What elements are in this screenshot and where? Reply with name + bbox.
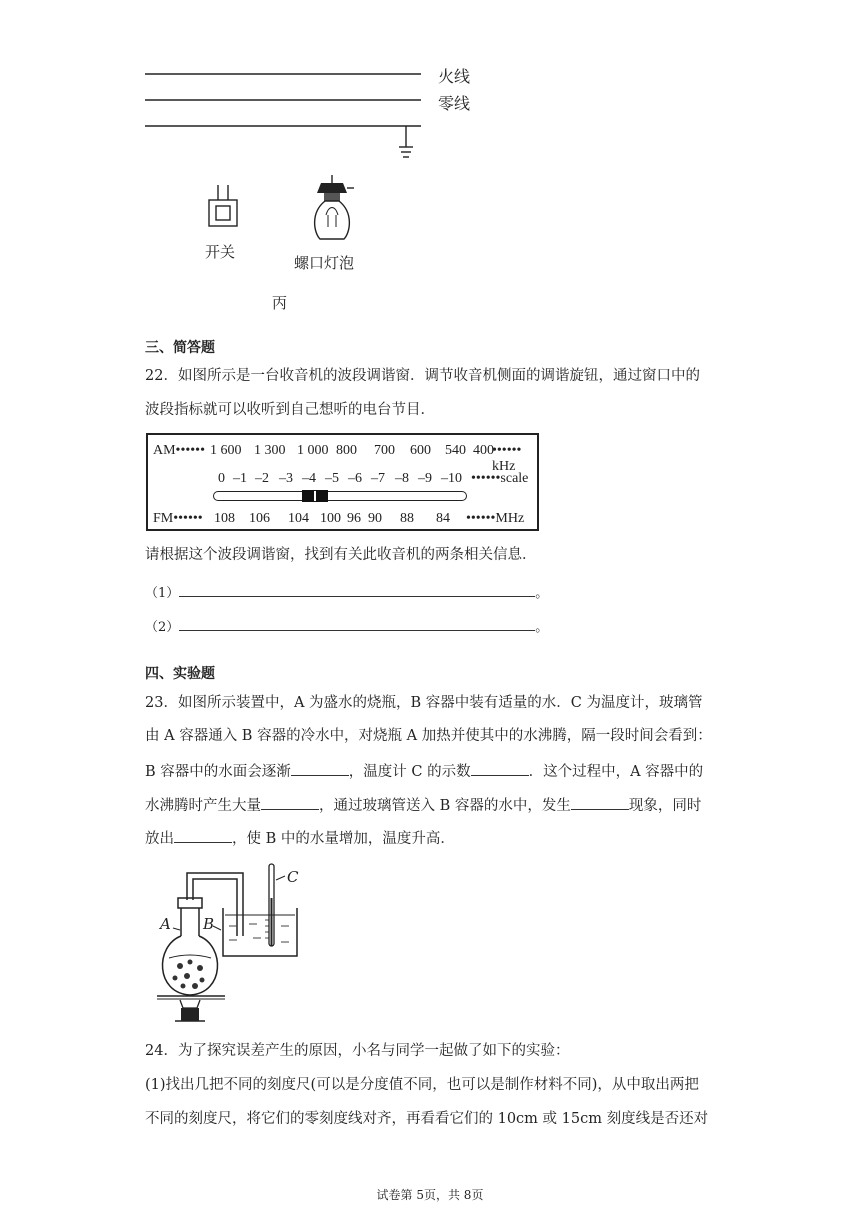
q22-line1: 22．如图所示是一台收音机的波段调谐窗．调节收音机侧面的调谐旋钮，通过窗口中的 [145, 368, 700, 384]
am-value: 1 000 [297, 443, 329, 458]
q22-answer2 [145, 614, 548, 638]
scale-value: –10 [441, 471, 462, 486]
tuner-window [146, 433, 539, 531]
q23-blank-1[interactable] [291, 759, 349, 776]
bulb-label: 螺口灯泡 [294, 254, 355, 272]
scale-value: –8 [395, 471, 409, 486]
am-prefix: AM•••••• [153, 443, 205, 458]
bulb-icon [315, 175, 354, 239]
am-value: 1 300 [254, 443, 286, 458]
q23-text: B 容器中的水面会逐渐 [145, 764, 291, 780]
apparatus-label-a: A [160, 915, 171, 933]
fm-value: 104 [288, 511, 309, 526]
scale-value: –4 [302, 471, 316, 486]
q23-line4 [145, 793, 701, 816]
am-value: 1 600 [210, 443, 242, 458]
am-value: 400 [473, 443, 494, 458]
answer1-end: 。 [535, 586, 549, 601]
answer2-end: 。 [535, 620, 549, 635]
answer2-blank[interactable] [179, 614, 535, 631]
q23-blank-2[interactable] [471, 759, 529, 776]
am-value: 600 [410, 443, 431, 458]
am-value: 540 [445, 443, 466, 458]
section3-heading: 三、简答题 [145, 340, 215, 356]
q23-text: 放出 [145, 831, 174, 847]
am-value: 800 [336, 443, 357, 458]
answer1-blank[interactable] [179, 580, 535, 597]
tuning-track [213, 491, 467, 501]
q23-text: ，使 B 中的水量增加，温度升高． [232, 831, 455, 847]
fm-value: 100 [320, 511, 341, 526]
fm-value: 84 [436, 511, 450, 526]
fm-value: 88 [400, 511, 414, 526]
scale-value: –2 [255, 471, 269, 486]
q23-line5 [145, 826, 455, 849]
fm-value: 90 [368, 511, 382, 526]
q23-line1: 23．如图所示装置中，A 为盛水的烧瓶，B 容器中装有适量的水．C 为温度计，玻璃管 [145, 695, 703, 711]
q23-text: 现象，同时 [628, 798, 702, 814]
page-footer: 试卷第 5页，共 8页 [376, 1188, 484, 1202]
q23-blank-4[interactable] [571, 793, 629, 810]
fm-unit: ••••••MHz [466, 511, 525, 526]
scale-unit: ••••••scale [471, 471, 529, 486]
neutral-wire-label: 零线 [438, 94, 471, 113]
am-value: 700 [374, 443, 395, 458]
scale-value: –9 [418, 471, 432, 486]
q23-text: ，温度计 C 的示数 [348, 764, 471, 780]
section4-heading: 四、实验题 [145, 666, 215, 682]
q23-text: ，通过玻璃管送入 B 容器的水中，发生 [319, 798, 571, 814]
q22-prompt: 请根据这个波段调谐窗，找到有关此收音机的两条相关信息． [145, 547, 537, 563]
q23-line3 [145, 759, 703, 782]
q22-line2: 波段指标就可以收听到自己想听的电台节目． [145, 402, 435, 418]
scale-value: –6 [348, 471, 362, 486]
scale-value: –5 [325, 471, 339, 486]
q23-blank-3[interactable] [261, 793, 319, 810]
q24-line2: (1)找出几把不同的刻度尺(可以是分度值不同，也可以是制作材料不同)，从中取出两把 [145, 1077, 699, 1093]
q23-blank-5[interactable] [174, 826, 232, 843]
figure-label: 丙 [272, 294, 288, 312]
fm-value: 108 [214, 511, 235, 526]
answer2-label: （2） [145, 620, 180, 635]
apparatus-label-b: B [203, 915, 215, 933]
tuning-pointer-mark [314, 491, 316, 501]
am-unit: •••••• kHz [492, 443, 522, 474]
switch-icon [209, 185, 237, 226]
fm-value: 106 [249, 511, 270, 526]
answer1-label: （1） [145, 586, 180, 601]
q24-line3: 不同的刻度尺，将它们的零刻度线对齐，再看看它们的 10cm 或 15cm 刻度线是否还对 [145, 1111, 709, 1127]
scale-value: –3 [279, 471, 293, 486]
q22-answer1 [145, 580, 548, 604]
switch-label: 开关 [205, 243, 236, 261]
apparatus-label-c: C [287, 868, 299, 886]
ground-icon [399, 126, 413, 157]
scale-value: –7 [371, 471, 385, 486]
fm-value: 96 [347, 511, 361, 526]
q23-line2: 由 A 容器通入 B 容器的冷水中，对烧瓶 A 加热并使其中的水沸腾，隔一段时间会看到： [145, 728, 712, 744]
q24-line1: 24．为了探究误差产生的原因，小名与同学一起做了如下的实验： [145, 1043, 570, 1059]
live-wire-label: 火线 [438, 67, 471, 86]
scale-value: –1 [233, 471, 247, 486]
fm-prefix: FM•••••• [153, 511, 203, 526]
q23-text: 水沸腾时产生大量 [145, 798, 261, 814]
scale-value: 0 [218, 471, 225, 486]
q23-text: ．这个过程中，A 容器中的 [528, 764, 704, 780]
